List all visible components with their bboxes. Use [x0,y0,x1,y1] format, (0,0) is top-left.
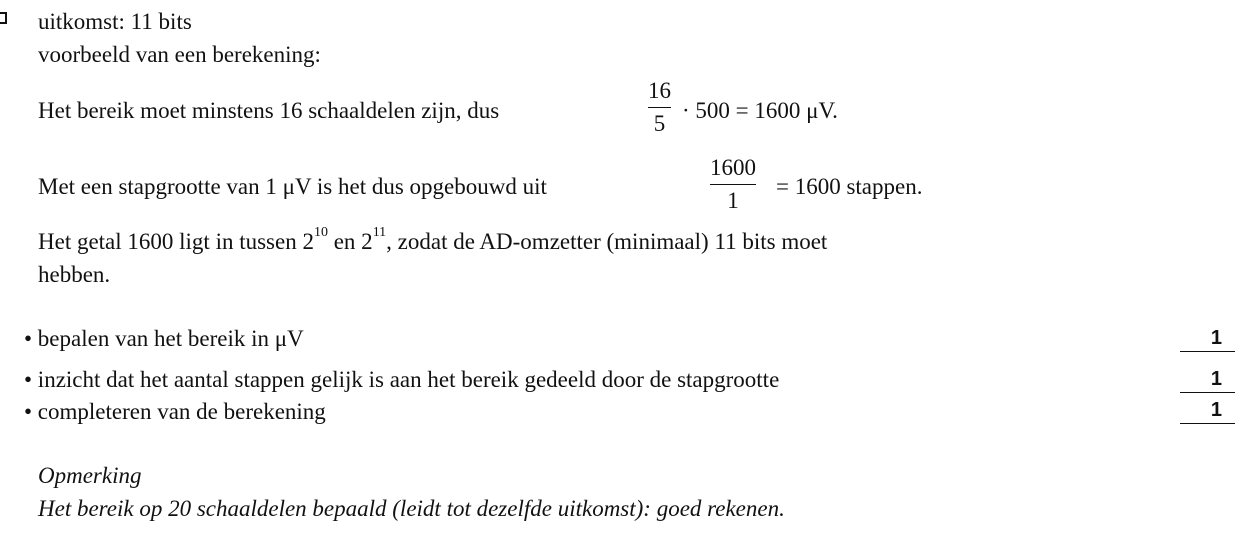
calc3-line2: hebben. [38,262,111,287]
fraction-1600-over-1 [710,156,756,212]
criterion-3-points [1180,400,1235,424]
remark-text: Het bereik op 20 schaaldelen bepaald (leidt tot dezelfde uitkomst): goed rekenen. [38,496,785,521]
fraction-denominator: 5 [653,111,666,136]
calc3-part3: , zodat de AD-omzetter (minimaal) 11 bits moet [386,229,828,254]
calc1-text: Het bereik moet minstens 16 schaaldelen zijn, dus [38,98,500,123]
calc3-part2: en 2 [327,229,373,254]
question-marker [0,12,7,24]
criterion-2-text: • inzicht dat het aantal stappen gelijk is aan het bereik gedeeld door de stapgrootte [24,367,780,392]
points-value: 1 [1210,327,1222,349]
fraction-denominator: 1 [727,188,739,213]
exponent-10: 10 [313,225,328,240]
calc3-part1: Het getal 1600 ligt in tussen 2 [38,229,314,254]
exponent-11: 11 [372,225,387,240]
criterion-1-text: • bepalen van het bereik in μV [24,326,304,351]
remark-heading: Opmerking [38,463,142,488]
criterion-1-points [1180,328,1235,352]
calc1-tail: · 500 = 1600 μV. [682,98,838,123]
calc2-tail: = 1600 stappen. [776,174,923,199]
points-value: 1 [1210,368,1222,390]
calc2-text: Met een stapgrootte van 1 μV is het dus opgebouwd uit [38,174,547,199]
example-line: voorbeeld van een berekening: [38,42,321,67]
points-underline [1180,351,1235,352]
fraction-bar [648,107,671,108]
points-underline [1180,392,1235,393]
criterion-2-points [1180,369,1235,393]
fraction-bar [710,184,756,185]
fraction-numerator: 16 [648,78,671,103]
points-value: 1 [1210,399,1222,421]
result-line: uitkomst: 11 bits [38,9,192,34]
calc3-line1 [38,225,828,254]
fraction-numerator: 1600 [710,155,756,180]
criterion-3-text: • completeren van de berekening [24,399,326,424]
points-underline [1180,423,1235,424]
fraction-16-over-5 [648,79,671,135]
